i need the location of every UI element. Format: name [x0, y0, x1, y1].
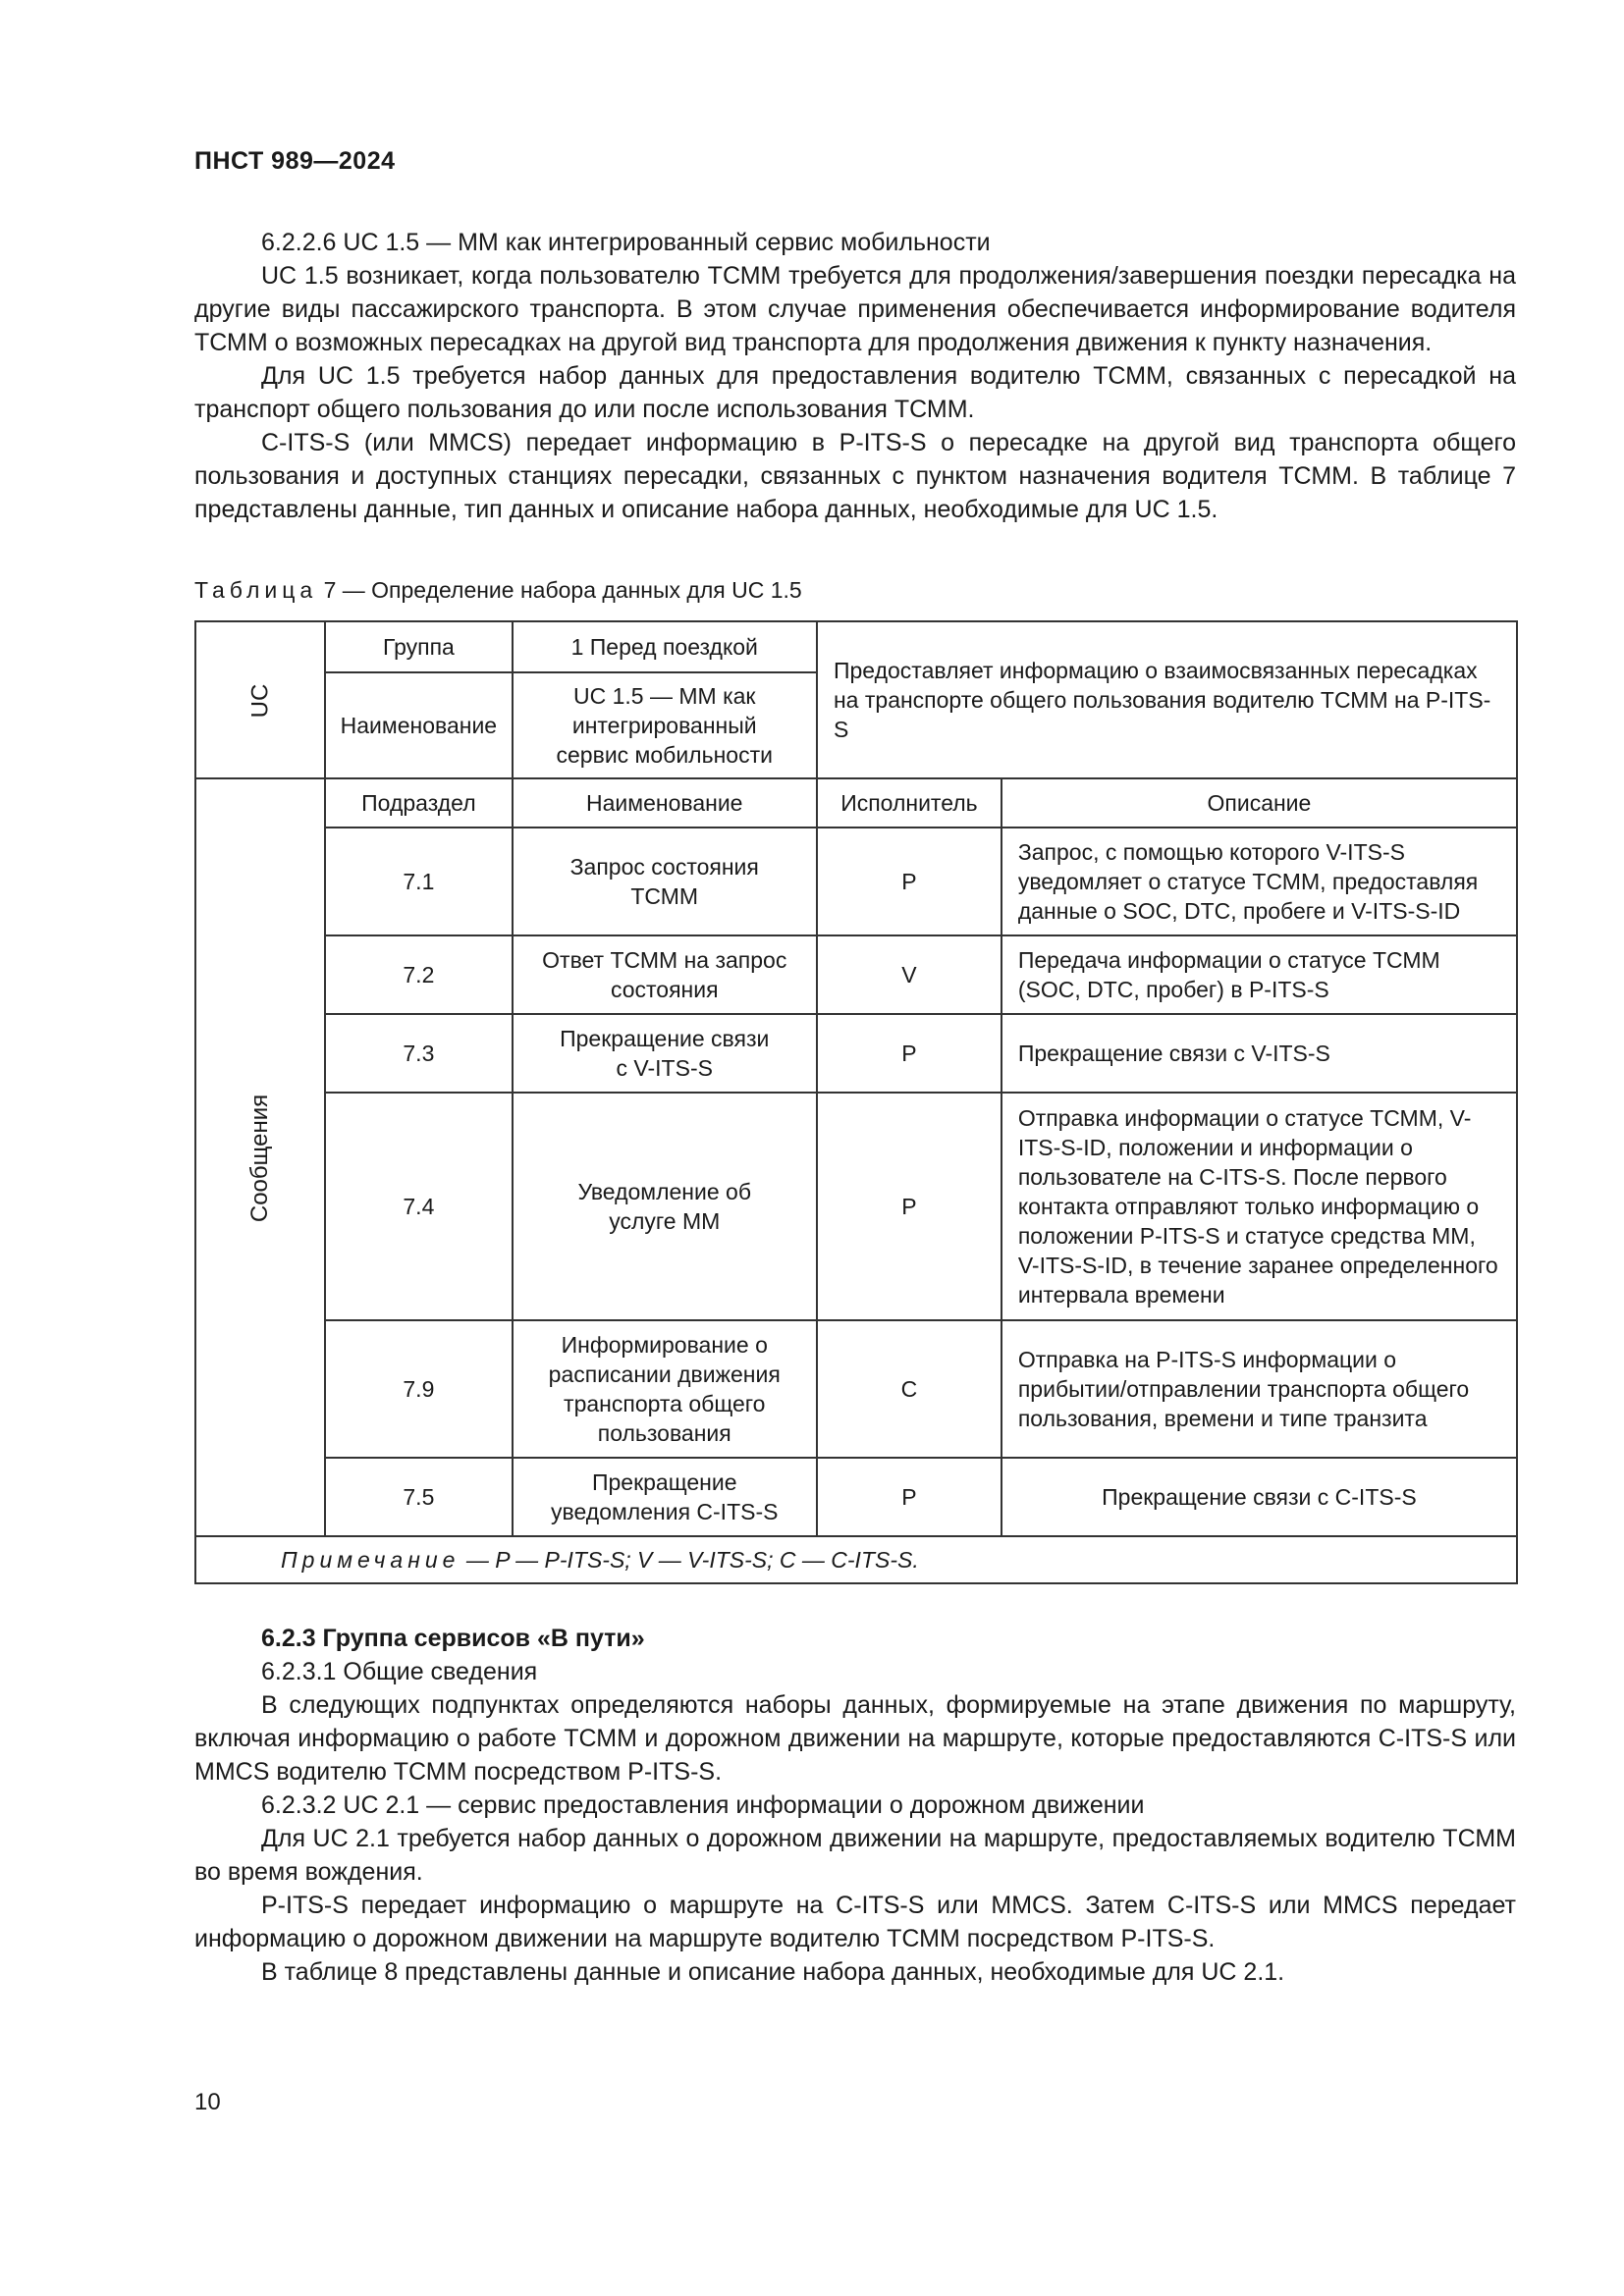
table-row: [195, 1320, 1517, 1458]
cell-exec: C: [817, 1320, 1001, 1458]
cell-name: Информирование о расписании движения транспорта общего пользования: [513, 1320, 817, 1458]
cell-desc: Отправка на P-ITS-S информации о прибытии/отправлении транспорта общего пользования, времени и типе транзита: [1001, 1320, 1517, 1458]
paragraph: В следующих подпунктах определяются наборы данных, формируемые на этапе движения по маршруту, включая информацию о работе ТСММ и дорожном движении на маршруте, которые предоставляются C-ITS-S или MMCS водителю ТСММ посредством P-ITS-S.: [194, 1691, 1516, 1786]
cell-exec: P: [817, 1093, 1001, 1320]
table-row: [195, 1458, 1517, 1536]
group-label: Группа: [325, 621, 512, 672]
caption-prefix: Таблица: [194, 577, 318, 603]
cell-exec: P: [817, 1458, 1001, 1536]
cell-desc: Отправка информации о статусе ТСММ, V-ITS-S-ID, положении и информации о пользователе на C-ITS-S. После первого контакта отправляют только информацию о положении P-ITS-S и статусе средства ММ, V-ITS-S-ID, в течение заранее определенного интервала времени: [1001, 1093, 1517, 1320]
messages-label: Сообщения: [246, 1094, 274, 1222]
cell-name: Прекращение уведомления C-ITS-S: [513, 1458, 817, 1536]
cell-name: Запрос состояния ТСММ: [513, 828, 817, 935]
uc-description: Предоставляет информацию о взаимосвязанных пересадках на транспорте общего пользования водителю ТСММ на P-ITS-S: [817, 621, 1517, 778]
note-text: — P — P-ITS-S; V — V-ITS-S; C — C-ITS-S.: [460, 1547, 919, 1573]
column-header: Наименование: [513, 778, 817, 828]
cell-sub: 7.4: [325, 1093, 512, 1320]
section-title: 6.2.3 Группа сервисов «В пути»: [261, 1625, 645, 1652]
table-row: [195, 1093, 1517, 1320]
paragraph: UC 1.5 возникает, когда пользователю ТСММ требуется для продолжения/завершения поездки пересадка на другие виды пассажирского транспорта. В этом случае применения обеспечивается информирование водителя ТСММ о возможных пересадках на другой вид транспорта для продолжения движения к пункту назначения.: [194, 262, 1516, 356]
cell-exec: P: [817, 1014, 1001, 1093]
uc-label-cell: [195, 621, 325, 778]
paragraph: 6.2.3.1 Общие сведения: [261, 1658, 538, 1685]
note-label: Примечание: [281, 1547, 460, 1573]
name-value: UC 1.5 — ММ как интегрированный сервис мобильности: [513, 672, 817, 778]
cell-desc: Запрос, с помощью которого V-ITS-S уведомляет о статусе ТСММ, предоставляя данные о SOC, DTC, пробеге и V-ITS-S-ID: [1001, 828, 1517, 935]
page-number: 10: [194, 2089, 221, 2115]
cell-sub: 7.5: [325, 1458, 512, 1536]
table-row: [195, 1014, 1517, 1093]
table-7: [194, 620, 1518, 1584]
cell-desc: Прекращение связи с C-ITS-S: [1001, 1458, 1517, 1536]
cell-desc: Прекращение связи с V-ITS-S: [1001, 1014, 1517, 1093]
cell-sub: 7.2: [325, 935, 512, 1014]
uc-label: UC: [246, 683, 274, 718]
cell-name: Уведомление об услуге ММ: [513, 1093, 817, 1320]
column-header: Подраздел: [325, 778, 512, 828]
table-row: [195, 621, 1517, 672]
paragraph: В таблице 8 представлены данные и описание набора данных, необходимые для UC 2.1.: [261, 1958, 1285, 1986]
messages-label-cell: [195, 778, 325, 1536]
paragraph: Для UC 1.5 требуется набор данных для предоставления водителю ТСММ, связанных с пересадкой на транспорт общего пользования до или после использования ТСММ.: [194, 362, 1516, 423]
table-row: [195, 828, 1517, 935]
table-note-row: [195, 1536, 1517, 1583]
name-label: Наименование: [325, 672, 512, 778]
table-header-row: [195, 778, 1517, 828]
document-code: ПНСТ 989—2024: [194, 147, 396, 175]
cell-name: Ответ ТСММ на запрос состояния: [513, 935, 817, 1014]
group-value: 1 Перед поездкой: [513, 621, 817, 672]
section-bottom-text: [194, 1622, 1516, 1989]
table-row: [195, 935, 1517, 1014]
cell-name: Прекращение связи с V-ITS-S: [513, 1014, 817, 1093]
paragraph: Для UC 2.1 требуется набор данных о дорожном движении на маршруте, предоставляемых водителю ТСММ во время вождения.: [194, 1825, 1516, 1886]
table-caption: [194, 577, 802, 604]
cell-sub: 7.3: [325, 1014, 512, 1093]
paragraph: 6.2.3.2 UC 2.1 — сервис предоставления информации о дорожном движении: [261, 1791, 1145, 1819]
cell-sub: 7.9: [325, 1320, 512, 1458]
paragraph: C-ITS-S (или MMCS) передает информацию в P-ITS-S о пересадке на другой вид транспорта общего пользования и доступных станциях пересадки, связанных с пунктом назначения водителя ТСММ. В таблице 7 представлены данные, тип данных и описание набора данных, необходимые для UC 1.5.: [194, 429, 1516, 523]
paragraph: 6.2.2.6 UC 1.5 — ММ как интегрированный сервис мобильности: [261, 229, 991, 256]
table-note: [195, 1536, 1517, 1583]
paragraph: P-ITS-S передает информацию о маршруте на C-ITS-S или MMCS. Затем C-ITS-S или MMCS передает информацию о дорожном движении на маршруте водителю ТСММ посредством P-ITS-S.: [194, 1892, 1516, 1952]
column-header: Исполнитель: [817, 778, 1001, 828]
cell-exec: P: [817, 828, 1001, 935]
section-top-text: [194, 226, 1516, 526]
column-header: Описание: [1001, 778, 1517, 828]
cell-desc: Передача информации о статусе ТСММ (SOC, DTC, пробег) в P-ITS-S: [1001, 935, 1517, 1014]
caption-rest: 7 — Определение набора данных для UC 1.5: [317, 577, 802, 603]
cell-sub: 7.1: [325, 828, 512, 935]
cell-exec: V: [817, 935, 1001, 1014]
